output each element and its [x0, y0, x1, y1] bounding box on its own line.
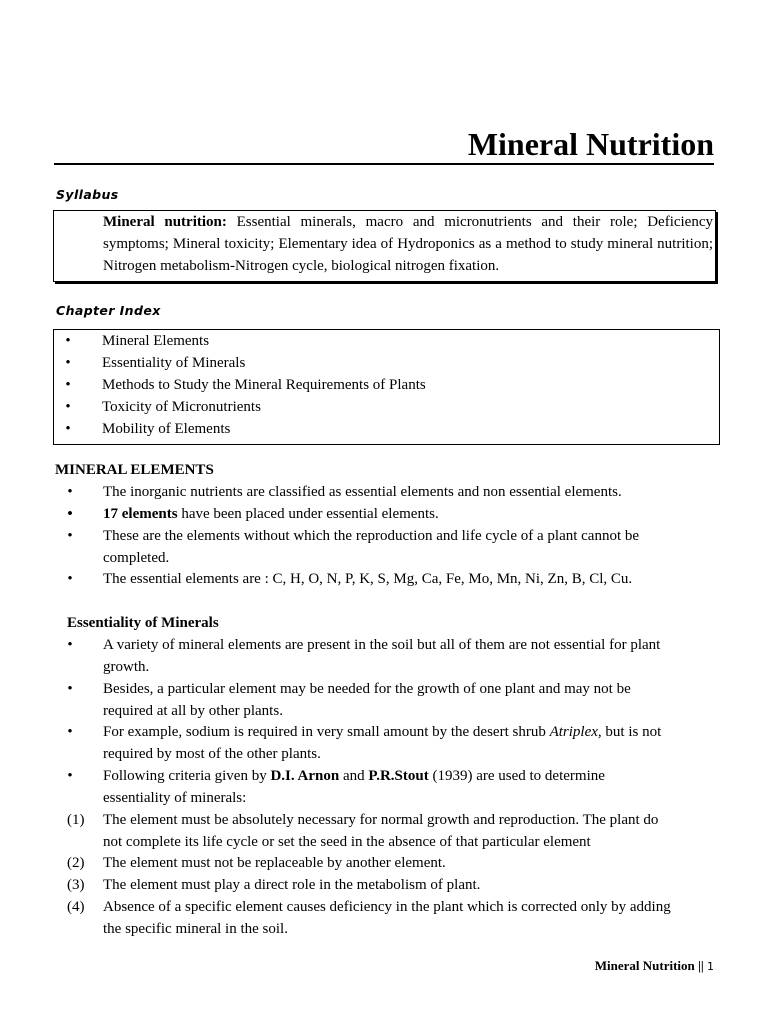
criterion-text: Absence of a specific element causes deficiency in the plant which is corrected only by adding: [103, 899, 671, 915]
criterion-number: (1): [67, 812, 85, 828]
author-name: D.I. Arnon: [270, 768, 340, 784]
title-divider: [54, 163, 714, 165]
mineral-elements-heading: MINERAL ELEMENTS: [55, 462, 214, 478]
chapter-index-box: [53, 329, 720, 445]
index-item: [54, 418, 719, 440]
chapter-index-label: Chapter Index: [56, 303, 161, 318]
mineral-bullet-text-cont: completed.: [103, 550, 170, 566]
footer-title: Mineral Nutrition ||: [594, 958, 704, 973]
page-number: 1: [707, 960, 714, 973]
bullet-icon: •: [67, 506, 73, 522]
page-title: Mineral Nutrition: [467, 126, 714, 162]
index-item-label: Mobility of Elements: [102, 421, 231, 437]
index-item-label: Toxicity of Micronutrients: [102, 399, 261, 415]
bullet-text-rest: have been placed under essential elements.: [177, 506, 439, 522]
bullet-icon: •: [67, 681, 73, 697]
emphasis-text: 17 elements: [103, 506, 178, 522]
criterion-number: (2): [67, 855, 85, 871]
mineral-bullet-text: [103, 503, 439, 525]
essentiality-heading: Essentiality of Minerals: [67, 615, 219, 631]
criterion-text: The element must not be replaceable by another element.: [103, 855, 446, 871]
essentiality-bullet-text: [103, 765, 605, 787]
index-item-label: Essentiality of Minerals: [102, 355, 246, 371]
index-item-label: Mineral Elements: [102, 333, 210, 349]
bullet-icon: •: [65, 377, 71, 393]
syllabus-box: [53, 210, 716, 282]
bullet-icon: •: [65, 421, 71, 437]
bullet-icon: •: [67, 528, 73, 544]
bullet-icon: •: [65, 399, 71, 415]
species-name: Atriplex,: [549, 724, 602, 740]
criterion-text-cont: not complete its life cycle or set the seed in the absence of that particular element: [103, 834, 591, 850]
bullet-text-pre: Following criteria given by: [103, 768, 271, 784]
criterion-text: The element must be absolutely necessary for normal growth and reproduction. The plant do: [103, 812, 659, 828]
syllabus-label: Syllabus: [56, 187, 119, 202]
bullet-text-mid: and: [339, 768, 369, 784]
essentiality-bullet-text: Besides, a particular element may be needed for the growth of one plant and may not be: [103, 681, 631, 697]
index-item: [54, 352, 719, 374]
index-item: [54, 330, 719, 352]
mineral-bullet-text: These are the elements without which the reproduction and life cycle of a plant cannot be: [103, 528, 640, 544]
essentiality-bullet-text: [103, 721, 661, 743]
criterion-text: The element must play a direct role in the metabolism of plant.: [103, 877, 481, 893]
syllabus-text: [103, 211, 713, 277]
essentiality-bullet-text-cont: required at all by other plants.: [103, 703, 283, 719]
bullet-icon: •: [67, 484, 73, 500]
criterion-number: (3): [67, 877, 85, 893]
criterion-text-cont: the specific mineral in the soil.: [103, 921, 288, 937]
bullet-icon: •: [67, 637, 73, 653]
syllabus-body: Essential minerals, macro and micronutrients and their role; Deficiency symptoms; Mineral toxicity; Elementary idea of Hydroponics as a method to study mineral nutrition; Nitrogen metabolism-Nitrogen cycle, biological nitrogen fixation.: [103, 214, 714, 274]
mineral-bullet-text: The essential elements are : C, H, O, N, P, K, S, Mg, Ca, Fe, Mo, Mn, Ni, Zn, B, Cl, Cu.: [103, 571, 633, 587]
bullet-icon: •: [67, 724, 73, 740]
bullet-icon: •: [65, 355, 71, 371]
syllabus-lead: Mineral nutrition:: [103, 214, 227, 230]
bullet-text-post: but is not: [601, 724, 662, 740]
author-name: P.R.Stout: [368, 768, 429, 784]
essentiality-bullet-text-cont: growth.: [103, 659, 150, 675]
bullet-text-post: (1939) are used to determine: [428, 768, 605, 784]
bullet-icon: •: [67, 768, 73, 784]
index-item-label: Methods to Study the Mineral Requirements of Plants: [102, 377, 426, 393]
index-item: [54, 374, 719, 396]
bullet-icon: •: [65, 333, 71, 349]
bullet-text-pre: For example, sodium is required in very small amount by the desert shrub: [103, 724, 550, 740]
index-item: [54, 396, 719, 418]
essentiality-bullet-text-cont: essentiality of minerals:: [103, 790, 247, 806]
page-footer: [595, 956, 714, 977]
bullet-icon: •: [67, 571, 73, 587]
essentiality-bullet-text: A variety of mineral elements are present in the soil but all of them are not essential for plant: [103, 637, 661, 653]
criterion-number: (4): [67, 899, 85, 915]
mineral-bullet-text: The inorganic nutrients are classified as essential elements and non essential elements.: [103, 484, 622, 500]
essentiality-bullet-text-cont: required by most of the other plants.: [103, 746, 321, 762]
